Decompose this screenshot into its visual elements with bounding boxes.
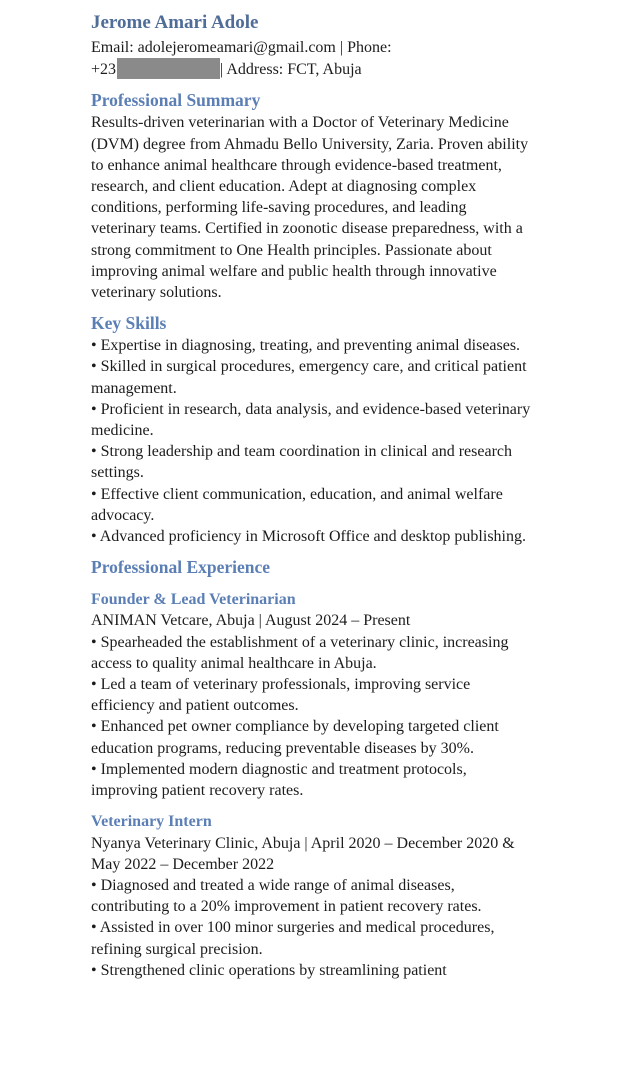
job-bullet: • Spearheaded the establishment of a veterinary clinic, increasing access to quality animal healthcare in Abuja. xyxy=(91,633,509,672)
phone-prefix: +23 xyxy=(91,61,117,79)
job-bullet: • Assisted in over 100 minor surgeries and medical procedures, refining surgical precision. xyxy=(91,919,495,958)
job-bullet: • Implemented modern diagnostic and treatment protocols, improving patient recovery rates. xyxy=(91,760,467,800)
job-entry xyxy=(91,589,531,801)
summary-heading: Professional Summary xyxy=(91,90,261,111)
skill-item: • Strong leadership and team coordination in clinical and research settings. xyxy=(91,443,513,482)
summary-text: Results-driven veterinarian with a Doctor of Veterinary Medicine (DVM) degree from Ahmadu Bello University, Zaria. Proven ability to enhance animal healthcare through evidence-based treatment, research, and client education. Adept at diagnosing complex conditions, performing life-saving procedures, and leading veterinary teams. Certified in zoonotic disease preparedness, with a strong commitment to One Health principles. Passionate about improving animal welfare and public health through innovative veterinary solutions. xyxy=(91,114,529,302)
contact-line-email: Email: adolejeromeamari@gmail.com | Phone: xyxy=(91,39,392,56)
job-bullet: • Led a team of veterinary professionals, improving service efficiency and patient outcomes. xyxy=(91,676,471,715)
candidate-name: Jerome Amari Adole xyxy=(91,12,259,33)
address: | Address: FCT, Abuja xyxy=(220,61,362,79)
skill-item: • Advanced proficiency in Microsoft Office and desktop publishing. xyxy=(91,528,526,546)
job-org: ANIMAN Vetcare, Abuja | August 2024 – Present xyxy=(91,612,411,630)
experience-heading: Professional Experience xyxy=(91,557,271,578)
skill-item: • Proficient in research, data analysis, and evidence-based veterinary medicine. xyxy=(91,400,531,440)
skills-heading: Key Skills xyxy=(91,313,167,334)
skill-item: • Expertise in diagnosing, treating, and preventing animal diseases. xyxy=(91,337,521,355)
job-bullet: • Strengthened clinic operations by streamlining patient xyxy=(91,961,447,979)
skills-list xyxy=(91,335,531,547)
skill-item: • Effective client communication, education, and animal welfare advocacy. xyxy=(91,485,503,524)
redacted-phone-block xyxy=(117,58,220,79)
job-title: Founder & Lead Veterinarian xyxy=(91,591,296,609)
job-bullet: • Diagnosed and treated a wide range of animal diseases, contributing to a 20% improvement in patient recovery rates. xyxy=(91,876,482,916)
job-org: Nyanya Veterinary Clinic, Abuja | April 2020 – December 2020 & May 2022 – December 2022 xyxy=(91,834,515,873)
contact-line-phone-address xyxy=(91,58,531,80)
job-title: Veterinary Intern xyxy=(91,813,212,831)
resume-content xyxy=(91,9,531,981)
skill-item: • Skilled in surgical procedures, emergency care, and critical patient management. xyxy=(91,358,527,397)
job-entry xyxy=(91,811,531,981)
job-bullet: • Enhanced pet owner compliance by developing targeted client education programs, reducing preventable diseases by 30%. xyxy=(91,718,499,757)
